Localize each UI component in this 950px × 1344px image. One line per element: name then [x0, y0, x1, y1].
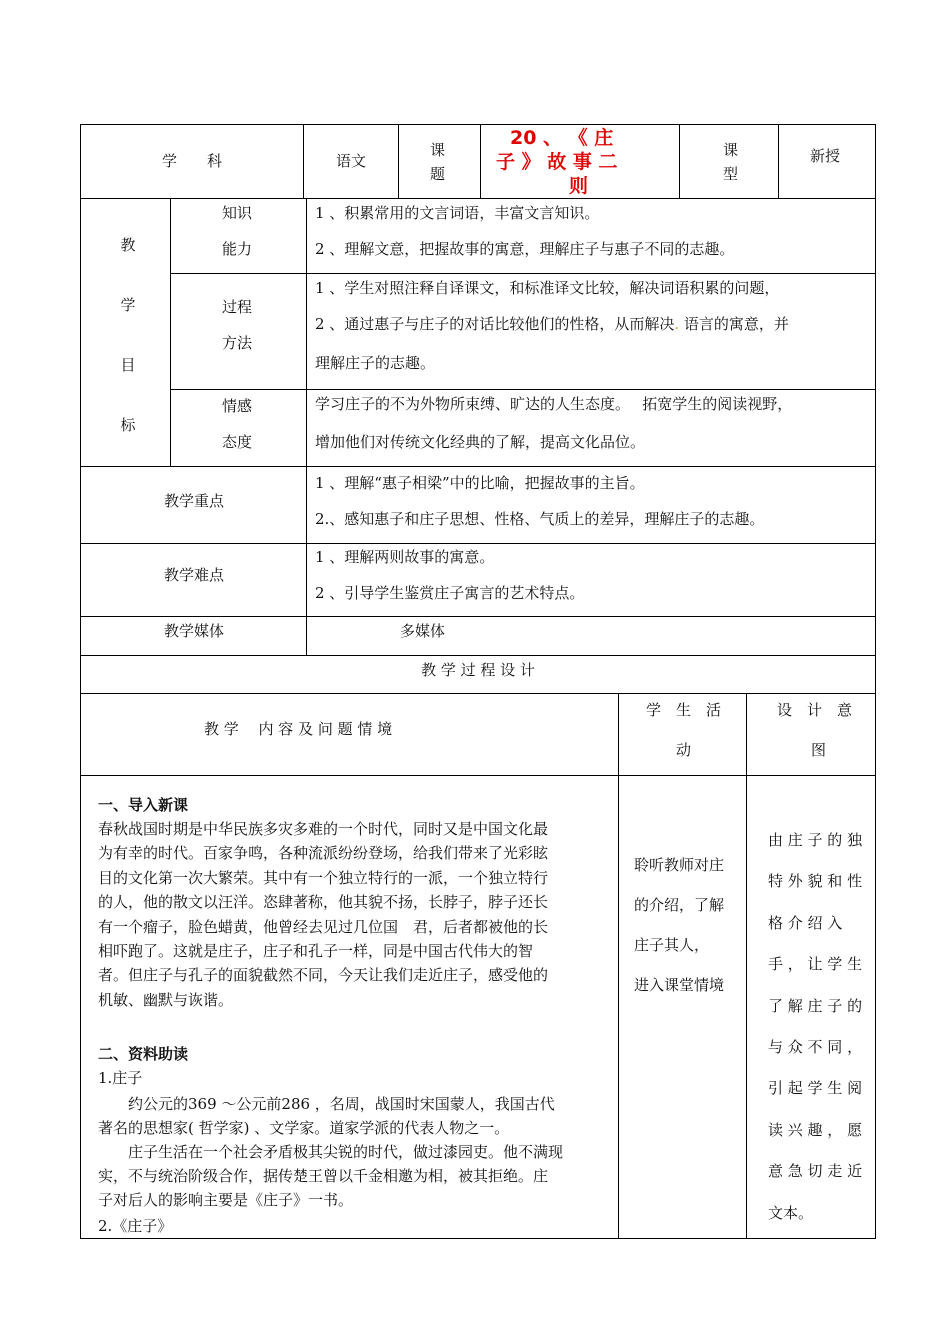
- knowledge-label: 知识: [222, 204, 253, 222]
- content-column-header: 教 学 内 容 及 问 题 情 境: [204, 720, 393, 738]
- intent-line: 了 解 庄 子 的: [768, 996, 863, 1015]
- intent-line: 文本。: [768, 1203, 814, 1222]
- lesson-title-line-2: 子 》 故 事 二: [496, 151, 618, 173]
- intro-paragraph: [98, 817, 610, 1012]
- goals-char: 标: [120, 416, 136, 434]
- key-points-label: 教学重点: [164, 492, 225, 510]
- item-title: 2.《庄子》: [98, 1217, 173, 1235]
- intent-line: 与 众 不 同 ，: [768, 1038, 863, 1057]
- type-value: 新授: [810, 147, 841, 165]
- text-line: 为有幸的时代。百家争鸣，各种流派纷纷登场，给我们带来了光彩眩: [98, 844, 549, 863]
- intent-line: 由 庄 子 的 独: [768, 831, 863, 849]
- activity-line: 进入课堂情境: [634, 976, 725, 994]
- media-value: 多媒体: [400, 622, 446, 640]
- text-line: 著名的思想家( 哲学家) 、文学家。道家学派的代表人物之一。: [98, 1119, 510, 1137]
- process-label: 过程: [222, 298, 253, 316]
- process-design-title: 教 学 过 程 设 计: [421, 661, 535, 679]
- difficulties-label: 教学难点: [164, 566, 225, 584]
- difficulty-line: 1 、理解两则故事的寓意。: [315, 548, 495, 566]
- text-line: 相吓跑了。这就是庄子，庄子和孔子一样，同是中国古代伟大的智: [98, 942, 534, 961]
- section-heading: 二、资料助读: [98, 1045, 189, 1063]
- attitude-label: 态度: [222, 433, 253, 451]
- subject-label: 学 科: [162, 152, 223, 170]
- text-line: 目的文化第一次大繁荣。其中有一个独立特行的一派，一个独立特行: [98, 868, 549, 887]
- intent-line: 手 ， 让 学 生: [768, 955, 863, 974]
- ability-label: 能力: [222, 240, 253, 258]
- activity-line: 聆听教师对庄: [634, 856, 725, 874]
- emotion-label: 情感: [222, 397, 253, 415]
- item-title: 1.庄子: [98, 1069, 143, 1087]
- text-line: 实，不与统治阶级合作，据传楚王曾以千金相邀为相，被其拒绝。庄: [98, 1167, 549, 1185]
- topic-label-top: 课: [430, 141, 446, 159]
- goals-char: 目: [120, 356, 136, 374]
- intent-column-header-1: 设 计 意: [777, 701, 853, 719]
- media-label: 教学媒体: [164, 622, 225, 640]
- text-line: 有一个瘤子，脸色蜡黄，他曾经去见过几位国 君，后者都被他的长: [98, 917, 549, 936]
- activity-line: 庄子其人，: [634, 936, 710, 954]
- method-label: 方法: [222, 334, 253, 352]
- zhuangzi-bio-paragraph: [98, 1092, 610, 1212]
- goal-line: 2 、通过惠子与庄子的对话比较他们的性格，从而解决. 语言的寓意，并: [315, 315, 789, 333]
- intent-line: 特 外 貌 和 性: [768, 872, 863, 891]
- type-label-bottom: 型: [723, 165, 739, 183]
- intent-line: 格 介 绍 入: [768, 913, 843, 932]
- subject-value: 语文: [336, 152, 367, 170]
- intent-column-header-2: 图: [811, 741, 827, 759]
- text-line: 春秋战国时期是中华民族多灾多难的一个时代，同时又是中国文化最: [98, 820, 549, 838]
- goal-line: 1 、积累常用的文言词语，丰富文言知识。: [315, 204, 600, 222]
- lesson-title-line-3: 则: [569, 175, 589, 197]
- key-point-line: 2.、感知惠子和庄子思想、性格、气质上的差异，理解庄子的志趣。: [315, 510, 765, 528]
- goal-line-part: 2 、通过惠子与庄子的对话比较他们的性格，从而解决: [315, 315, 675, 333]
- section-heading: 一、导入新课: [98, 796, 189, 814]
- goals-side-label: [118, 215, 138, 455]
- difficulty-line: 2 、引导学生鉴赏庄子寓言的艺术特点。: [315, 584, 585, 602]
- intent-line: 引 起 学 生 阅: [768, 1079, 863, 1098]
- intent-line: 意 急 切 走 近: [768, 1162, 863, 1181]
- goal-line: 学习庄子的不为外物所束缚、旷达的人生态度。 拓宽学生的阅读视野，: [315, 395, 793, 413]
- activity-line: 的介绍，了解: [634, 896, 725, 914]
- activity-column-header-2: 动: [676, 741, 692, 759]
- goal-line: 1 、学生对照注释自译课文，和标准译文比较，解决词语积累的问题，: [315, 279, 780, 297]
- text-line: 约公元的369 ～公元前286 ，名周，战国时宋国蒙人，我国古代: [98, 1095, 555, 1113]
- text-line: 的人，他的散文以汪洋。恣肆著称，他其貌不扬，长脖子，脖子还长: [98, 893, 549, 912]
- goals-char: 学: [120, 296, 136, 314]
- key-point-line: 1 、理解“惠子相梁”中的比喻，把握故事的主旨。: [315, 474, 645, 492]
- goal-line: 增加他们对传统文化经典的了解，提高文化品位。: [315, 433, 646, 451]
- text-line: 机敏、幽默与诙谐。: [98, 990, 234, 1009]
- goal-line: 2 、理解文意，把握故事的寓意，理解庄子与惠子不同的志趣。: [315, 240, 735, 258]
- design-intent-text: [768, 820, 872, 1234]
- intent-line: 读 兴 趣 ， 愿: [768, 1120, 863, 1139]
- activity-column-header-1: 学 生 活: [646, 701, 722, 719]
- text-line: 庄子生活在一个社会矛盾极其尖锐的时代，做过漆园吏。他不满现: [98, 1143, 564, 1161]
- goals-char: 教: [120, 236, 136, 254]
- lesson-title-line-1: 20 、 《 庄: [510, 127, 614, 149]
- topic-label-bottom: 题: [430, 165, 446, 183]
- text-line: 者。但庄子与孔子的面貌截然不同，今天让我们走近庄子，感受他的: [98, 966, 549, 985]
- text-line: 子对后人的影响主要是《庄子》一书。: [98, 1191, 354, 1209]
- goal-line-part: 语言的寓意，并: [683, 315, 789, 333]
- type-label-top: 课: [723, 141, 739, 159]
- student-activity-text: [634, 845, 744, 1005]
- goal-line: 理解庄子的志趣。: [315, 354, 436, 372]
